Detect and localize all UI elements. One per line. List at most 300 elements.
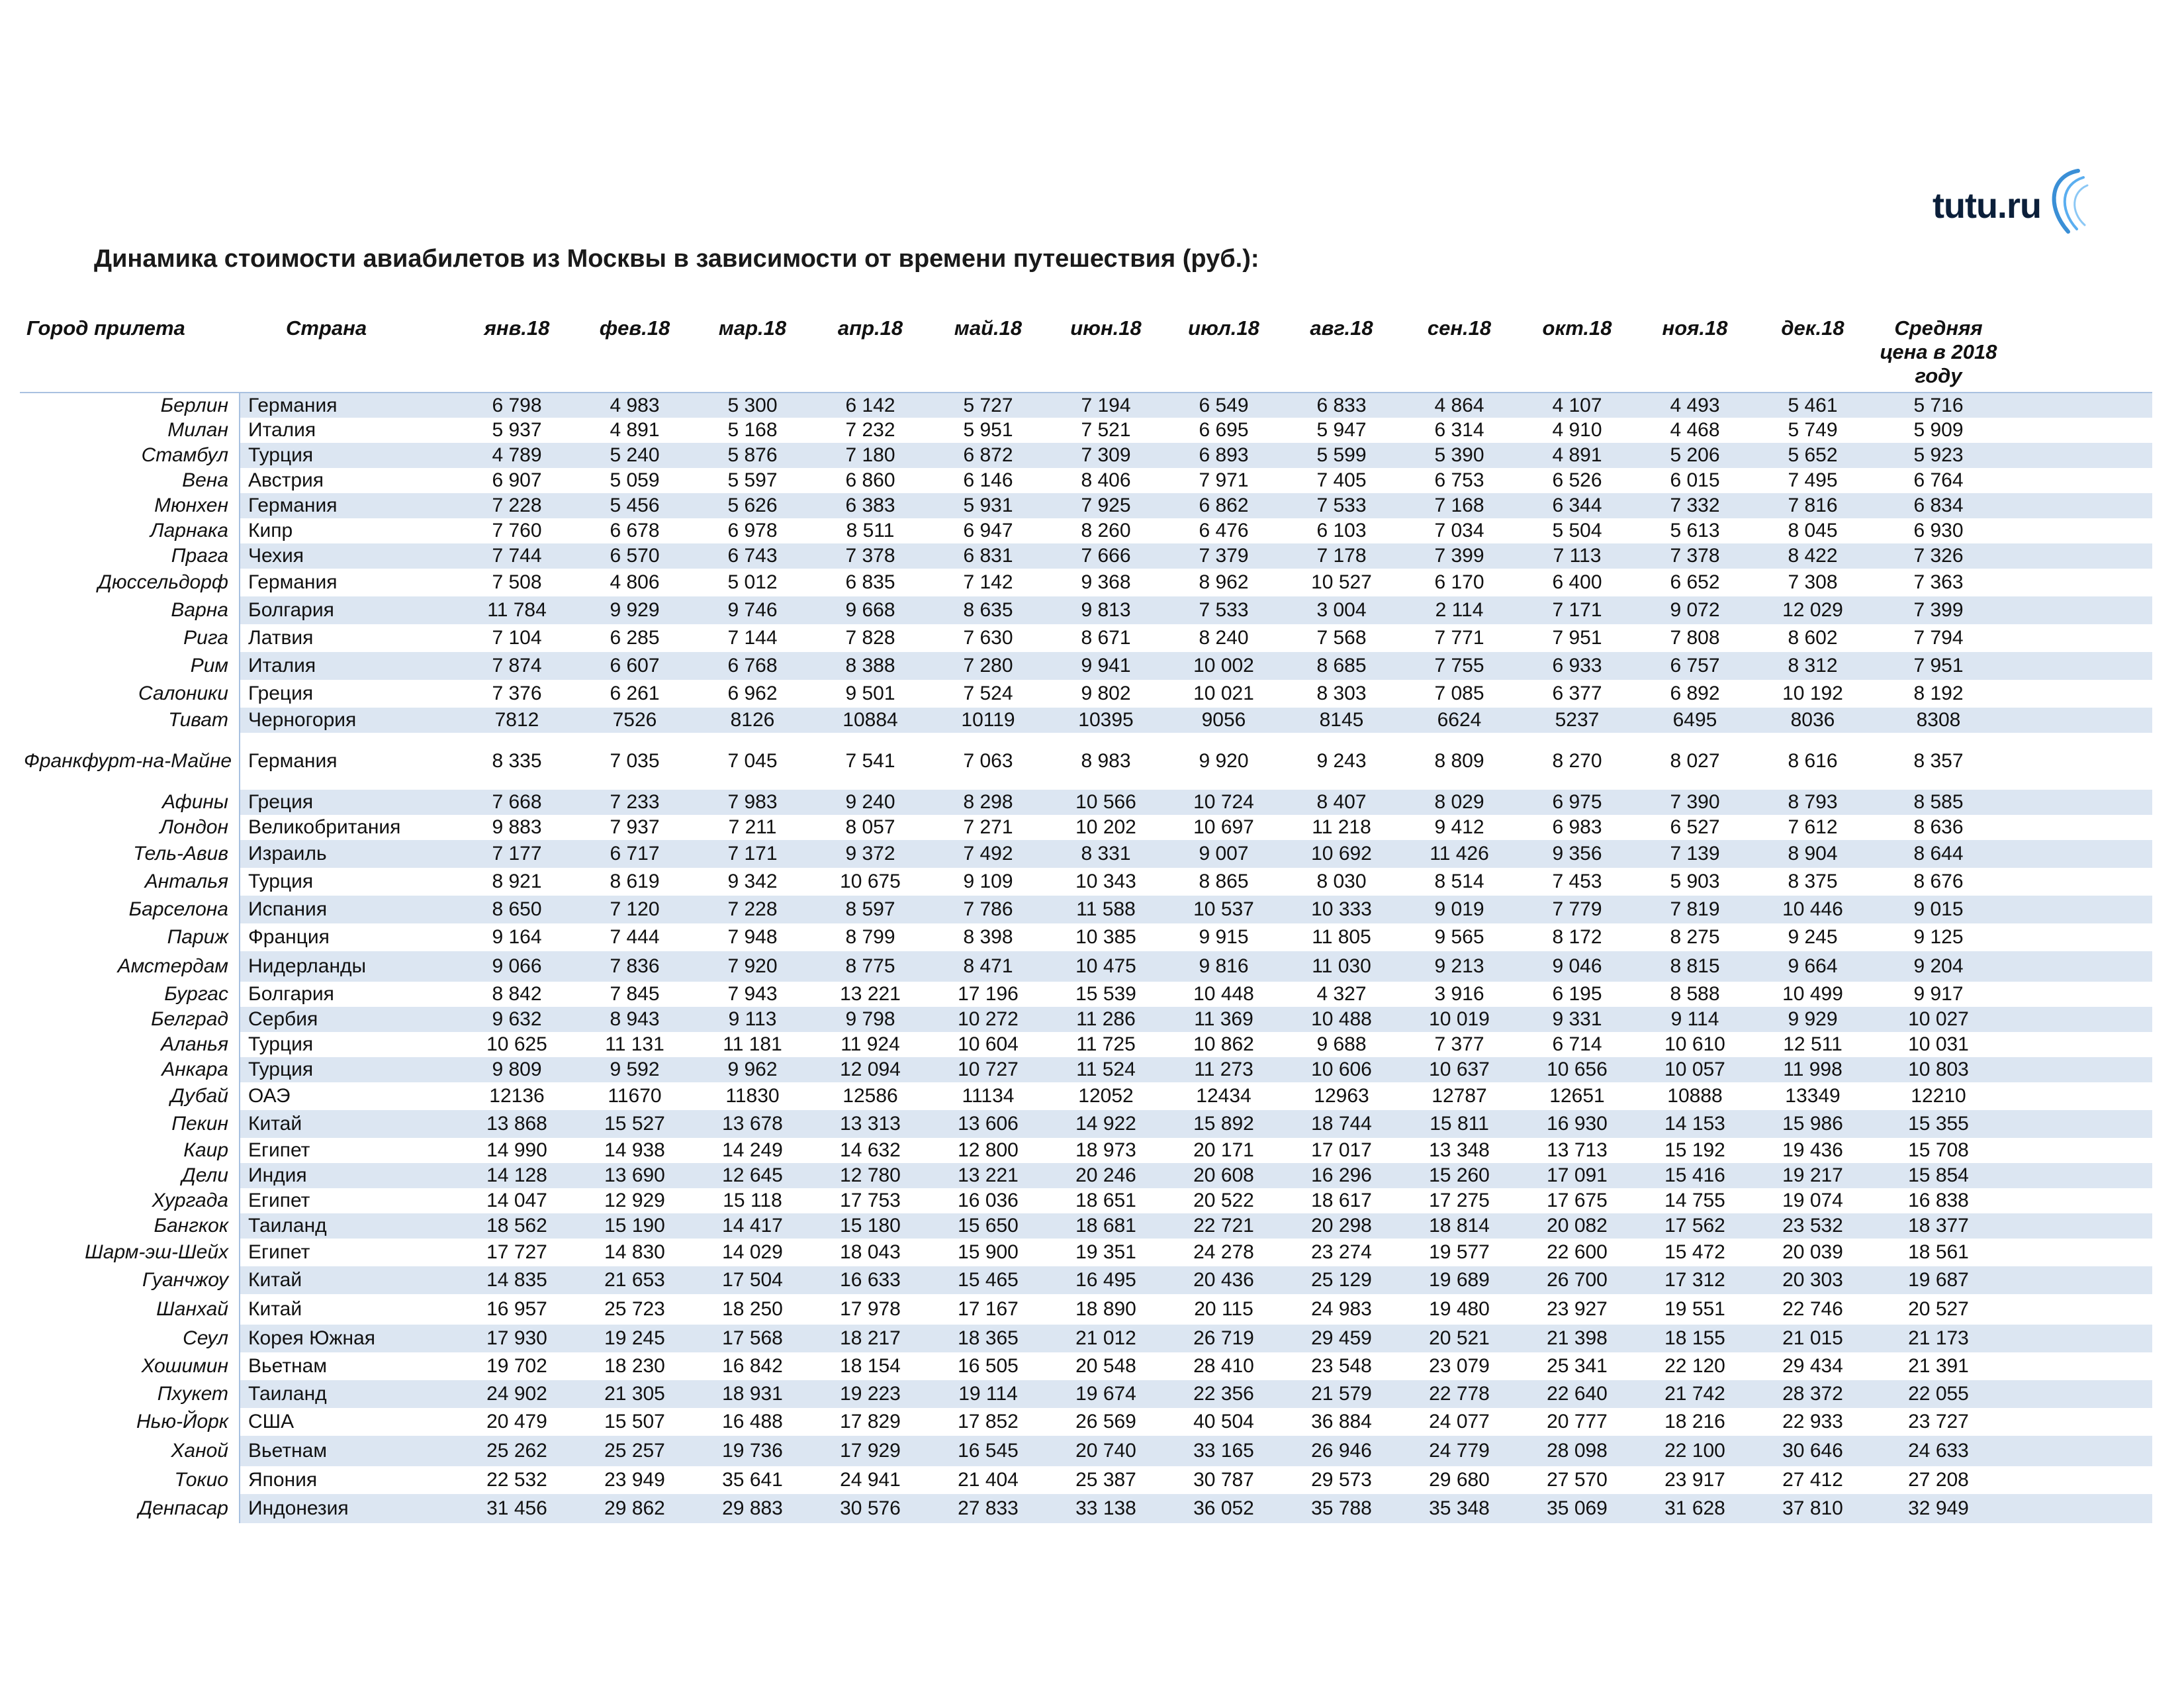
month-price-cell: 7 779	[1518, 896, 1636, 923]
city-cell: Шарм-эш-Шейх	[20, 1239, 240, 1266]
city-cell: Вена	[20, 468, 240, 493]
month-price-cell: 10 343	[1075, 870, 1136, 892]
column-header: авг.18	[1283, 315, 1400, 393]
month-price-cell: 6 983	[1552, 816, 1602, 838]
month-price-cell: 28 098	[1518, 1436, 1636, 1466]
city-cell: Дюссельдорф	[20, 569, 240, 596]
city-cell: Анталья	[20, 868, 240, 896]
month-price-cell: 7 771	[1434, 627, 1484, 649]
average-price-cell: 9 204	[1872, 951, 2005, 982]
month-price-cell: 10 724	[1165, 790, 1283, 815]
month-price-cell: 8 619	[610, 870, 660, 892]
month-price-cell: 8 275	[1670, 926, 1720, 948]
table-row	[20, 1294, 2152, 1325]
month-price-cell: 8 407	[1283, 790, 1400, 815]
month-price-cell: 18 230	[604, 1355, 665, 1377]
month-price-cell: 11 588	[1047, 896, 1165, 923]
month-price-cell: 7 377	[1434, 1033, 1484, 1055]
city-cell: Хошимин	[20, 1352, 240, 1380]
month-price-cell: 33 165	[1165, 1436, 1283, 1466]
city-cell: Прага	[20, 543, 240, 569]
average-price-cell: 18 377	[1872, 1213, 2005, 1239]
row-spacer	[2005, 1408, 2152, 1436]
month-price-cell: 30 646	[1754, 1436, 1872, 1466]
month-price-cell: 22 640	[1518, 1380, 1636, 1408]
month-price-cell: 6 195	[1552, 983, 1602, 1005]
month-price-cell: 11 725	[1076, 1033, 1136, 1055]
month-price-cell: 10 488	[1283, 1007, 1400, 1032]
month-price-cell: 6 978	[727, 520, 778, 541]
table-row	[20, 1188, 2152, 1213]
average-price-cell: 15 355	[1872, 1110, 2005, 1138]
month-price-cell: 10 057	[1636, 1057, 1754, 1082]
month-price-cell: 37 810	[1754, 1494, 1872, 1523]
country-cell: Кипр	[248, 520, 293, 541]
month-price-cell: 6 933	[1518, 652, 1636, 680]
month-price-cell: 19 436	[1782, 1139, 1843, 1161]
month-price-cell: 29 883	[694, 1494, 811, 1523]
month-price-cell: 15 986	[1754, 1110, 1872, 1138]
month-price-cell: 24 278	[1193, 1241, 1254, 1263]
month-price-cell: 9 356	[1518, 840, 1636, 868]
month-price-cell: 8 303	[1316, 682, 1367, 704]
country-cell: Китай	[248, 1298, 302, 1320]
month-price-cell: 6 015	[1670, 469, 1720, 491]
month-price-cell: 6495	[1636, 708, 1754, 733]
city-cell: Пхукет	[20, 1380, 240, 1408]
month-price-cell: 6 975	[1518, 790, 1636, 815]
month-price-cell: 6 103	[1316, 520, 1367, 541]
table-row	[20, 733, 2152, 790]
month-price-cell: 27 570	[1547, 1469, 1608, 1491]
month-price-cell: 2 114	[1400, 596, 1518, 624]
month-price-cell: 9 501	[845, 682, 895, 704]
month-price-cell: 7 971	[1199, 469, 1249, 491]
month-price-cell: 17 312	[1636, 1266, 1754, 1294]
average-price-cell: 7 363	[1913, 571, 1964, 593]
month-price-cell: 9 668	[811, 596, 929, 624]
month-price-cell: 12 780	[811, 1163, 929, 1188]
average-price-cell: 27 208	[1908, 1469, 1969, 1491]
month-price-cell: 9 915	[1199, 926, 1249, 948]
month-price-cell: 13 221	[929, 1163, 1047, 1188]
month-price-cell: 8 943	[576, 1007, 694, 1032]
logo-text: tutu.ru	[1933, 186, 2041, 226]
country-cell: Германия	[240, 393, 458, 418]
month-price-cell: 15 892	[1165, 1110, 1283, 1138]
month-price-cell: 21 579	[1283, 1380, 1400, 1408]
month-price-cell: 6 768	[694, 652, 811, 680]
city-cell: Рига	[20, 624, 240, 652]
column-header: май.18	[929, 315, 1047, 393]
month-price-cell: 8 298	[929, 790, 1047, 815]
row-spacer	[2005, 1163, 2152, 1188]
month-price-cell: 29 862	[576, 1494, 694, 1523]
row-spacer	[2005, 923, 2152, 951]
month-price-cell: 9 941	[1047, 652, 1165, 680]
row-spacer	[2005, 1110, 2152, 1138]
month-price-cell: 16 930	[1518, 1110, 1636, 1138]
month-price-cell: 9 929	[1754, 1007, 1872, 1032]
month-price-cell: 11 426	[1400, 840, 1518, 868]
month-price-cell: 7 541	[845, 750, 895, 772]
average-price-cell: 8308	[1872, 708, 2005, 733]
column-header: июл.18	[1165, 315, 1283, 393]
month-price-cell: 14 632	[840, 1139, 901, 1161]
month-price-cell: 14 938	[604, 1139, 665, 1161]
month-price-cell: 6 753	[1434, 469, 1484, 491]
month-price-cell: 8 388	[811, 652, 929, 680]
tutu-logo	[1933, 165, 2091, 238]
month-price-cell: 15 260	[1400, 1163, 1518, 1188]
month-price-cell: 21 305	[576, 1380, 694, 1408]
month-price-cell: 5 456	[576, 493, 694, 518]
month-price-cell: 20 436	[1165, 1266, 1283, 1294]
month-price-cell: 9 109	[963, 870, 1013, 892]
month-price-cell: 29 459	[1283, 1325, 1400, 1352]
month-price-cell: 7 194	[1047, 393, 1165, 418]
month-price-cell: 4 327	[1316, 983, 1367, 1005]
month-price-cell: 18 155	[1636, 1325, 1754, 1352]
average-price-cell: 5 923	[1872, 443, 2005, 468]
city-cell: Сеул	[20, 1325, 240, 1352]
month-price-cell: 19 074	[1782, 1190, 1843, 1211]
month-price-cell: 19 702	[486, 1355, 547, 1377]
month-price-cell: 16 495	[1047, 1266, 1165, 1294]
month-price-cell: 20 479	[486, 1411, 547, 1432]
month-price-cell: 10 272	[929, 1007, 1047, 1032]
month-price-cell: 7 104	[492, 627, 542, 649]
header-spacer	[2005, 315, 2152, 393]
month-price-cell: 8 685	[1283, 652, 1400, 680]
month-price-cell: 19 223	[811, 1380, 929, 1408]
month-price-cell: 23 917	[1664, 1469, 1725, 1491]
table-row	[20, 596, 2152, 624]
month-price-cell: 9056	[1165, 708, 1283, 733]
month-price-cell: 26 719	[1165, 1325, 1283, 1352]
month-price-cell: 17 017	[1311, 1139, 1372, 1161]
month-price-cell: 16 505	[958, 1355, 1019, 1377]
country-cell: Греция	[240, 790, 458, 815]
city-cell: Франкфурт-на-Майне	[20, 733, 240, 790]
month-price-cell: 12 029	[1754, 596, 1872, 624]
month-price-cell: 14 128	[458, 1163, 576, 1188]
month-price-cell: 16 545	[929, 1436, 1047, 1466]
month-price-cell: 20 777	[1547, 1411, 1608, 1432]
month-price-cell: 11 805	[1312, 926, 1371, 948]
month-price-cell: 12 929	[604, 1190, 665, 1211]
country-cell: Германия	[248, 750, 338, 772]
month-price-cell: 21 742	[1636, 1380, 1754, 1408]
price-table	[20, 315, 2152, 1523]
month-price-cell: 23 548	[1311, 1355, 1372, 1377]
city-cell: Бургас	[20, 982, 240, 1007]
month-price-cell: 10 002	[1165, 652, 1283, 680]
month-price-cell: 7 034	[1434, 520, 1484, 541]
city-cell: Амстердам	[20, 951, 240, 982]
month-price-cell: 4 910	[1552, 419, 1602, 441]
row-spacer	[2005, 1188, 2152, 1213]
month-price-cell: 8 775	[811, 951, 929, 982]
month-price-cell: 8 815	[1636, 951, 1754, 982]
month-price-cell: 7 035	[610, 750, 660, 772]
month-price-cell: 12434	[1196, 1085, 1251, 1107]
month-price-cell: 22 721	[1165, 1213, 1283, 1239]
month-price-cell: 7 177	[458, 840, 576, 868]
month-price-cell: 5 931	[929, 493, 1047, 518]
month-price-cell: 21 012	[1047, 1325, 1165, 1352]
month-price-cell: 8 921	[492, 870, 542, 892]
month-price-cell: 6 526	[1552, 469, 1602, 491]
month-price-cell: 10 606	[1283, 1057, 1400, 1082]
table-row	[20, 418, 2152, 443]
month-price-cell: 4 891	[610, 419, 660, 441]
column-header: Средняя цена в 2018 году	[1872, 315, 2005, 393]
month-price-cell: 7 755	[1400, 652, 1518, 680]
month-price-cell: 7 390	[1636, 790, 1754, 815]
country-cell: Вьетнам	[248, 1355, 327, 1377]
row-spacer	[2005, 1380, 2152, 1408]
month-price-cell: 10 566	[1047, 790, 1165, 815]
month-price-cell: 22 778	[1400, 1380, 1518, 1408]
month-price-cell: 19 114	[929, 1380, 1047, 1408]
country-cell: Турция	[240, 443, 458, 468]
month-price-cell: 18 043	[840, 1241, 901, 1263]
month-price-cell: 14 417	[694, 1213, 811, 1239]
column-header: Страна	[240, 315, 458, 393]
month-price-cell: 9 664	[1754, 951, 1872, 982]
month-price-cell: 6 261	[610, 682, 660, 704]
month-price-cell: 7 816	[1754, 493, 1872, 518]
month-price-cell: 7 378	[811, 543, 929, 569]
city-cell: Денпасар	[20, 1494, 240, 1523]
month-price-cell: 13 348	[1429, 1139, 1490, 1161]
table-row	[20, 1138, 2152, 1163]
country-cell: Испания	[240, 896, 458, 923]
month-price-cell: 10 333	[1283, 896, 1400, 923]
month-price-cell: 5 504	[1552, 520, 1602, 541]
month-price-cell: 6 400	[1552, 571, 1602, 593]
table-row	[20, 468, 2152, 493]
month-price-cell: 9 688	[1316, 1033, 1367, 1055]
city-cell: Хургада	[20, 1188, 240, 1213]
month-price-cell: 5 461	[1754, 393, 1872, 418]
month-price-cell: 19 245	[576, 1325, 694, 1352]
country-cell: Таиланд	[240, 1380, 458, 1408]
page-title: Динамика стоимости авиабилетов из Москвы в зависимости от времени путешествия (руб.):	[94, 245, 1259, 273]
month-price-cell: 20 298	[1283, 1213, 1400, 1239]
month-price-cell: 9 565	[1434, 926, 1484, 948]
month-price-cell: 19 351	[1075, 1241, 1136, 1263]
month-price-cell: 12 645	[694, 1163, 811, 1188]
month-price-cell: 7 308	[1788, 571, 1838, 593]
row-spacer	[2005, 596, 2152, 624]
country-cell: Корея Южная	[240, 1325, 458, 1352]
month-price-cell: 6 743	[694, 543, 811, 569]
month-price-cell: 8 471	[929, 951, 1047, 982]
month-price-cell: 16 488	[722, 1411, 783, 1432]
month-price-cell: 36 052	[1165, 1494, 1283, 1523]
month-price-cell: 7 808	[1670, 627, 1720, 649]
month-price-cell: 22 746	[1782, 1298, 1843, 1320]
month-price-cell: 10 862	[1193, 1033, 1254, 1055]
month-price-cell: 7 492	[929, 840, 1047, 868]
month-price-cell: 7 948	[727, 926, 778, 948]
month-price-cell: 20 082	[1518, 1213, 1636, 1239]
city-cell: Милан	[20, 418, 240, 443]
month-price-cell: 17 568	[694, 1325, 811, 1352]
city-cell: Пекин	[20, 1110, 240, 1138]
row-spacer	[2005, 1325, 2152, 1352]
average-price-cell: 9 015	[1872, 896, 2005, 923]
table-row	[20, 518, 2152, 543]
month-price-cell: 35 641	[722, 1469, 783, 1491]
row-spacer	[2005, 951, 2152, 982]
month-price-cell: 13349	[1785, 1085, 1841, 1107]
month-price-cell: 10 448	[1193, 983, 1254, 1005]
table-body	[20, 393, 2152, 1523]
table-row	[20, 1266, 2152, 1294]
month-price-cell: 7 951	[1552, 627, 1602, 649]
month-price-cell: 18 250	[722, 1298, 783, 1320]
month-price-cell: 5 390	[1400, 443, 1518, 468]
table-row	[20, 1082, 2152, 1110]
city-cell: Дубай	[20, 1082, 240, 1110]
month-price-cell: 12651	[1549, 1085, 1605, 1107]
month-price-cell: 9 342	[727, 870, 778, 892]
average-price-cell: 21 173	[1872, 1325, 2005, 1352]
country-cell: Германия	[248, 571, 338, 593]
row-spacer	[2005, 815, 2152, 840]
month-price-cell: 3 916	[1434, 983, 1484, 1005]
country-cell: Нидерланды	[240, 951, 458, 982]
month-price-cell: 8 045	[1788, 520, 1838, 541]
month-price-cell: 11670	[608, 1085, 662, 1107]
month-price-cell: 7 666	[1047, 543, 1165, 569]
month-price-cell: 6 695	[1199, 419, 1249, 441]
month-price-cell: 18 973	[1075, 1139, 1136, 1161]
month-price-cell: 9 816	[1165, 951, 1283, 982]
month-price-cell: 9 412	[1434, 816, 1484, 838]
month-price-cell: 7 171	[1518, 596, 1636, 624]
month-price-cell: 7 508	[492, 571, 542, 593]
city-cell: Лондон	[20, 815, 240, 840]
country-cell: Черногория	[240, 708, 458, 733]
month-price-cell: 29 573	[1311, 1469, 1372, 1491]
row-spacer	[2005, 982, 2152, 1007]
month-price-cell: 35 069	[1518, 1494, 1636, 1523]
month-price-cell: 13 690	[576, 1163, 694, 1188]
month-price-cell: 20 608	[1165, 1163, 1283, 1188]
column-header: мар.18	[694, 315, 811, 393]
column-header: окт.18	[1518, 315, 1636, 393]
month-price-cell: 8 635	[929, 596, 1047, 624]
city-cell: Гуанчжоу	[20, 1266, 240, 1294]
month-price-cell: 27 833	[929, 1494, 1047, 1523]
month-price-cell: 11 181	[723, 1033, 782, 1055]
month-price-cell: 25 257	[576, 1436, 694, 1466]
month-price-cell: 5 300	[694, 393, 811, 418]
month-price-cell: 20 039	[1782, 1241, 1843, 1263]
city-cell: Нью-Йорк	[20, 1408, 240, 1436]
month-price-cell: 30 576	[811, 1494, 929, 1523]
month-price-cell: 22 120	[1664, 1355, 1725, 1377]
month-price-cell: 10 697	[1193, 816, 1254, 838]
month-price-cell: 5 613	[1670, 520, 1720, 541]
month-price-cell: 16 036	[958, 1190, 1019, 1211]
month-price-cell: 4 983	[576, 393, 694, 418]
average-price-cell: 9 917	[1913, 983, 1964, 1005]
table-row	[20, 1213, 2152, 1239]
month-price-cell: 8 240	[1199, 627, 1249, 649]
month-price-cell: 7 332	[1636, 493, 1754, 518]
month-price-cell: 30 787	[1193, 1469, 1254, 1491]
month-price-cell: 7 612	[1788, 816, 1838, 838]
month-price-cell: 3 004	[1283, 596, 1400, 624]
month-price-cell: 13 606	[929, 1110, 1047, 1138]
month-price-cell: 25 341	[1547, 1355, 1608, 1377]
column-header: янв.18	[458, 315, 576, 393]
month-price-cell: 5 168	[727, 419, 778, 441]
month-price-cell: 6 862	[1165, 493, 1283, 518]
month-price-cell: 7 178	[1283, 543, 1400, 569]
month-price-cell: 7 144	[727, 627, 778, 649]
month-price-cell: 15 900	[958, 1241, 1019, 1263]
average-price-cell: 7 399	[1872, 596, 2005, 624]
month-price-cell: 11 273	[1165, 1057, 1283, 1082]
month-price-cell: 6 146	[963, 469, 1013, 491]
month-price-cell: 9 809	[458, 1057, 576, 1082]
city-cell: Ханой	[20, 1436, 240, 1466]
month-price-cell: 12 511	[1783, 1033, 1843, 1055]
row-spacer	[2005, 1007, 2152, 1032]
month-price-cell: 4 468	[1670, 419, 1720, 441]
table-row	[20, 393, 2152, 418]
row-spacer	[2005, 790, 2152, 815]
month-price-cell: 5 937	[492, 419, 542, 441]
month-price-cell: 7 142	[963, 571, 1013, 593]
month-price-cell: 14 835	[458, 1266, 576, 1294]
month-price-cell: 9 114	[1636, 1007, 1754, 1032]
month-price-cell: 8 809	[1434, 750, 1484, 772]
month-price-cell: 10 527	[1311, 571, 1372, 593]
city-cell: Бангкок	[20, 1213, 240, 1239]
month-price-cell: 6 947	[963, 520, 1013, 541]
month-price-cell: 14 153	[1636, 1110, 1754, 1138]
month-price-cell: 6 714	[1552, 1033, 1602, 1055]
month-price-cell: 17 275	[1429, 1190, 1490, 1211]
month-price-cell: 5 206	[1636, 443, 1754, 468]
month-price-cell: 23 532	[1754, 1213, 1872, 1239]
country-cell: Турция	[240, 1057, 458, 1082]
month-price-cell: 7 379	[1165, 543, 1283, 569]
month-price-cell: 6 527	[1670, 816, 1720, 838]
month-price-cell: 7 085	[1434, 682, 1484, 704]
country-cell: Италия	[248, 419, 316, 441]
month-price-cell: 6 798	[458, 393, 576, 418]
country-cell: Германия	[240, 493, 458, 518]
month-price-cell: 10 537	[1165, 896, 1283, 923]
month-price-cell: 24 077	[1429, 1411, 1490, 1432]
month-price-cell: 6 717	[576, 840, 694, 868]
month-price-cell: 7 630	[963, 627, 1013, 649]
column-header: ноя.18	[1636, 315, 1754, 393]
month-price-cell: 21 653	[576, 1266, 694, 1294]
month-price-cell: 17 829	[840, 1411, 901, 1432]
table-row	[20, 708, 2152, 733]
average-price-cell: 18 561	[1908, 1241, 1969, 1263]
city-cell: Аланья	[20, 1032, 240, 1057]
